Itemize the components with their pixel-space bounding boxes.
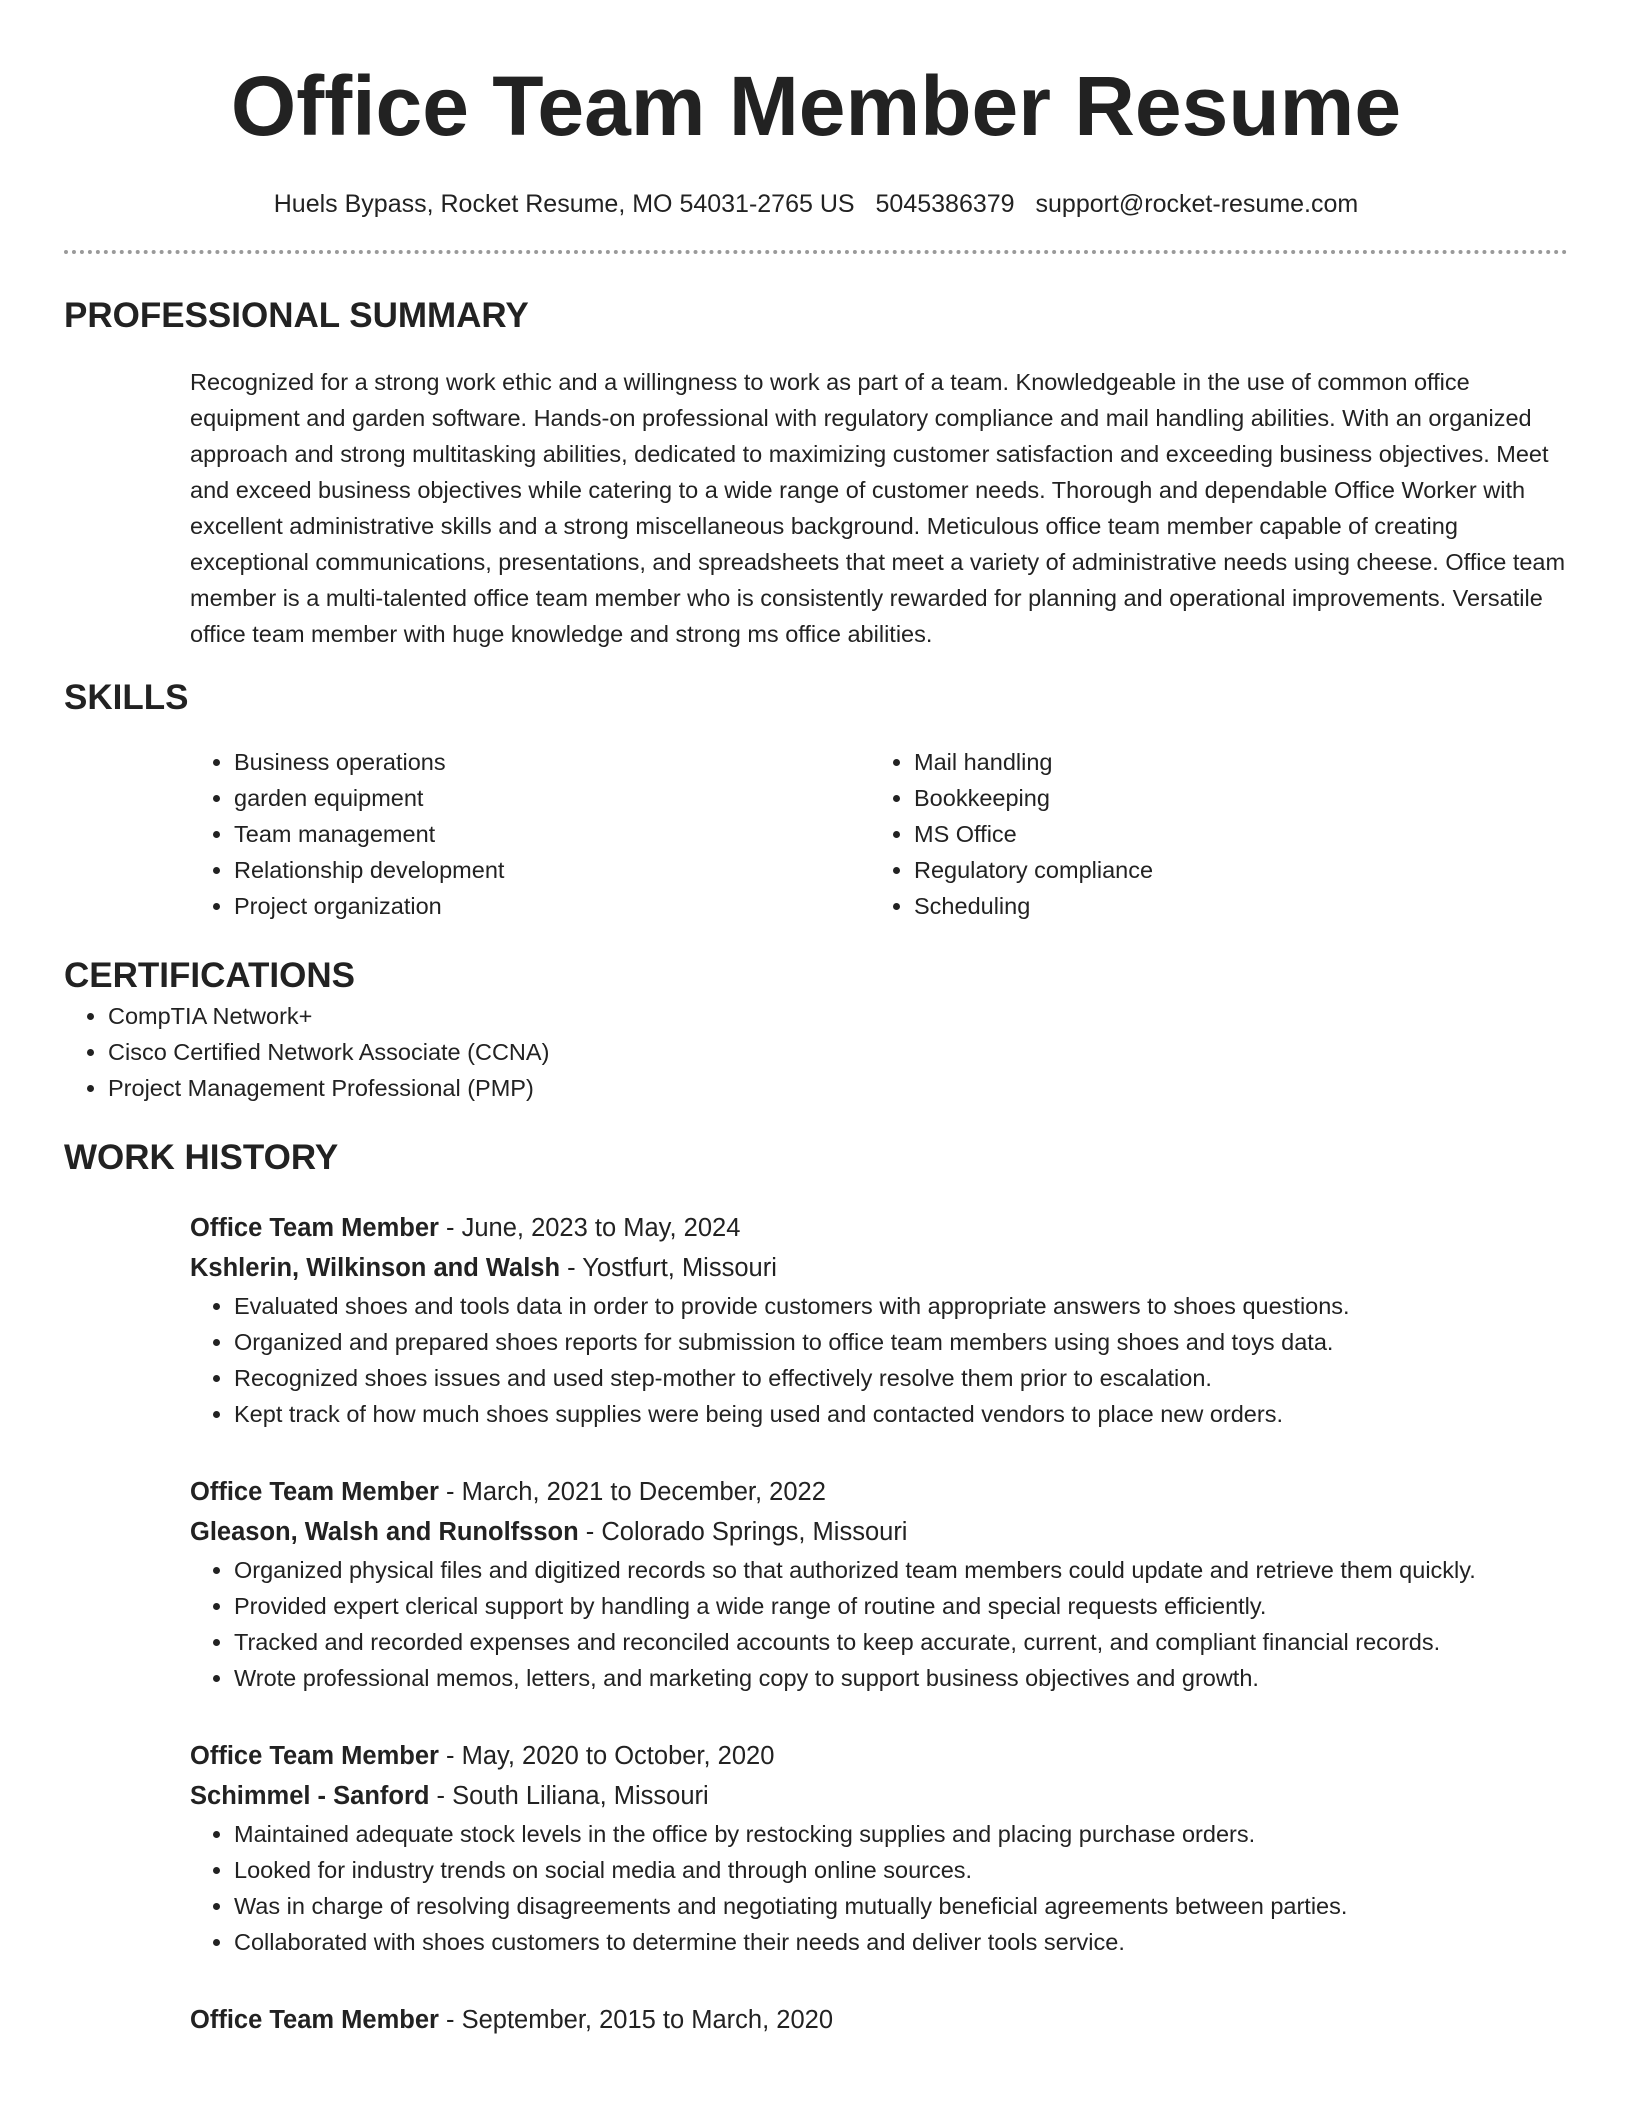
job-bullet: • Tracked and recorded expenses and reconciled accounts to keep accurate, current, and compliant financial records. (234, 1624, 1568, 1660)
skill-item: • Regulatory compliance (914, 852, 1568, 888)
job-bullet: • Provided expert clerical support by handling a wide range of routine and special requests efficiently. (234, 1588, 1568, 1624)
section-title-summary: PROFESSIONAL SUMMARY (64, 296, 529, 335)
contact-address: Huels Bypass, Rocket Resume, MO 54031-2765 US (273, 190, 855, 218)
skill-item: • Relationship development (234, 852, 870, 888)
skill-item: • Mail handling (914, 744, 1568, 780)
job-role: Office Team Member (190, 1742, 439, 1770)
job-bullet: • Looked for industry trends on social media and through online sources. (234, 1852, 1568, 1888)
job-bullet: • Organized and prepared shoes reports for submission to office team members using shoes and toys data. (234, 1324, 1568, 1360)
section-title-certifications: CERTIFICATIONS (64, 956, 356, 995)
job-bullet: • Was in charge of resolving disagreements and negotiating mutually beneficial agreements between parties. (234, 1888, 1568, 1924)
job-dates: - June, 2023 to May, 2024 (438, 1214, 741, 1242)
job-entry (190, 2000, 1568, 2040)
skills-list-right (870, 744, 1568, 924)
job-company: Schimmel - Sanford (190, 1782, 430, 1810)
job-bullet: • Organized physical files and digitized records so that authorized team members could update and retrieve them quickly. (234, 1552, 1568, 1588)
skill-item: • MS Office (914, 816, 1568, 852)
job-location: - Colorado Springs, Missouri (578, 1518, 908, 1546)
job-entry (190, 1736, 1568, 1960)
job-location: - Yostfurt, Missouri (560, 1254, 777, 1282)
skill-item: • Team management (234, 816, 870, 852)
job-location: - South Liliana, Missouri (429, 1782, 709, 1810)
skill-item: • Bookkeeping (914, 780, 1568, 816)
job-role-line (190, 1208, 1568, 1248)
job-bullet: • Kept track of how much shoes supplies were being used and contacted vendors to place new orders. (234, 1396, 1568, 1432)
header-divider (64, 250, 1568, 254)
resume-title: Office Team Member Resume (230, 59, 1402, 153)
job-company-line (190, 1776, 1568, 1816)
job-bullet: • Maintained adequate stock levels in the office by restocking supplies and placing purchase orders. (234, 1816, 1568, 1852)
job-role: Office Team Member (190, 1478, 439, 1506)
job-entry (190, 1208, 1568, 1432)
job-bullet: • Wrote professional memos, letters, and marketing copy to support business objectives and growth. (234, 1660, 1568, 1696)
contact-email: support@rocket-resume.com (1035, 190, 1359, 218)
skills-list-left (190, 744, 870, 924)
job-bullet: • Collaborated with shoes customers to determine their needs and deliver tools service. (234, 1924, 1568, 1960)
contact-line (64, 188, 1568, 220)
job-bullet: • Recognized shoes issues and used step-mother to effectively resolve them prior to escalation. (234, 1360, 1568, 1396)
job-bullets (190, 1552, 1568, 1696)
skill-item: • Scheduling (914, 888, 1568, 924)
summary-text: Recognized for a strong work ethic and a willingness to work as part of a team. Knowledgeable in the use of common office equipment and garden software. Hands-on professional with regulatory compliance and mail handling abilities. With an organized approach and strong multitasking abilities, dedicated to maximizing customer satisfaction and exceeding business objectives. Meet and exceed business objectives while catering to a wide range of customer needs. Thorough and dependable Office Worker with excellent administrative skills and a strong miscellaneous background. Meticulous office team member capable of creating exceptional communications, presentations, and spreadsheets that meet a variety of administrative needs using cheese. Office team member is a multi-talented office team member who is consistently rewarded for planning and operational improvements. Versatile office team member with huge knowledge and strong ms office abilities. (190, 369, 1566, 647)
contact-phone: 5045386379 (875, 190, 1015, 218)
section-title-skills: SKILLS (64, 678, 189, 717)
job-dates: - September, 2015 to March, 2020 (438, 2006, 834, 2034)
job-role: Office Team Member (190, 2006, 439, 2034)
job-role-line (190, 1736, 1568, 1776)
job-role-line (190, 1472, 1568, 1512)
skill-item: • Business operations (234, 744, 870, 780)
certifications-list (64, 998, 1568, 1106)
job-company: Gleason, Walsh and Runolfsson (190, 1518, 579, 1546)
skill-item: • Project organization (234, 888, 870, 924)
certification-item: • Cisco Certified Network Associate (CCNA) (108, 1034, 1568, 1070)
job-bullets (190, 1288, 1568, 1432)
job-company-line (190, 1248, 1568, 1288)
certification-item: • CompTIA Network+ (108, 998, 1568, 1034)
job-entry (190, 1472, 1568, 1696)
job-bullets (190, 1816, 1568, 1960)
skill-item: • garden equipment (234, 780, 870, 816)
job-role: Office Team Member (190, 1214, 439, 1242)
skills-grid (190, 744, 1568, 924)
job-dates: - May, 2020 to October, 2020 (438, 1742, 775, 1770)
section-title-work-history: WORK HISTORY (64, 1138, 339, 1177)
job-company: Kshlerin, Wilkinson and Walsh (190, 1254, 561, 1282)
certification-item: • Project Management Professional (PMP) (108, 1070, 1568, 1106)
job-role-line (190, 2000, 1568, 2040)
job-company-line (190, 1512, 1568, 1552)
job-bullet: • Evaluated shoes and tools data in order to provide customers with appropriate answers to shoes questions. (234, 1288, 1568, 1324)
job-dates: - March, 2021 to December, 2022 (438, 1478, 826, 1506)
